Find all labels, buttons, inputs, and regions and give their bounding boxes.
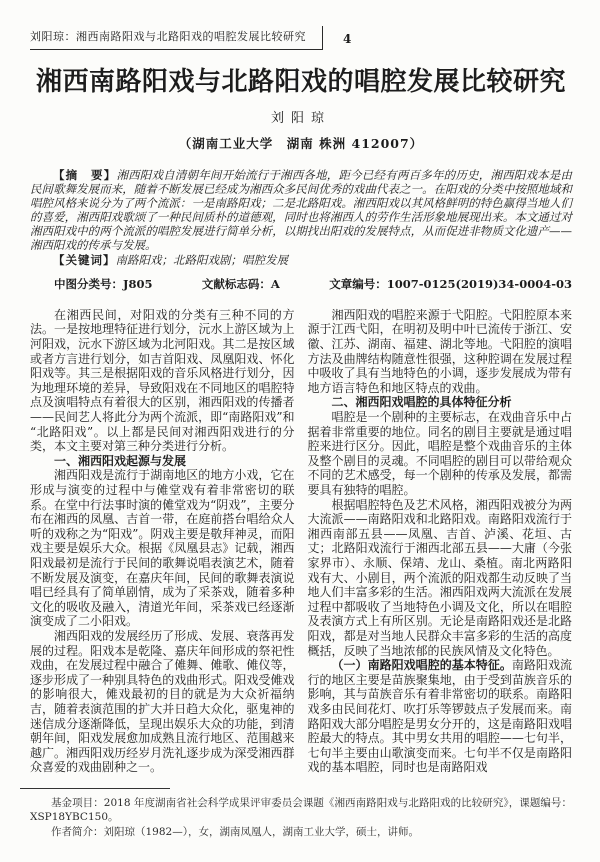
keywords-label: 【关键词】 xyxy=(53,252,116,267)
abstract-text: 湘西阳戏自清朝年间开始流行于湘西各地，距今已经有两百多年的历史，湘西阳戏本是由民间歌舞发展而来，随着不断发展已经成为湘西众多民间优秀的戏曲代表之一。在阳戏的分类中按照地域和唱腔风格来说分为了两个流派：一是南路阳戏；二是北路阳戏。湘西阳戏以其风格鲜明的特色赢得当地人们的喜爱，湘西阳戏歌颂了一种民间质朴的道德观，同时也将湘西人的劳作生活形象地展现出来。本文通过对湘西阳戏中的两个流派的唱腔发展进行简单分析，以期找出阳戏的发展特点，从而促进非物质文化遗产——湘西阳戏的传承与发展。 xyxy=(30,167,573,252)
clc-number: 中图分类号：J805 xyxy=(54,276,153,291)
fund-note: 基金项目：2018 年度湖南省社会科学成果评审委员会课题《湘西南路阳戏与北路阳戏的比较研究》，课题编号：XSP18YBC150。 xyxy=(30,796,572,824)
body-paragraph: 湘西阳戏是流行于湖南地区的地方小戏，它在形成与演变的过程中与傩堂戏有着非常密切的联系。在堂中行法事时演的傩堂戏为“阴戏”，主要分布在湘西的凤凰、吉首一带，在庭前搭台唱给众人听的戏称之为“阳戏”。阴戏主要是敬拜神灵，而阳戏主要是娱乐大众。根据《凤凰县志》记载，湘西阳戏最初是流行于民间的歌舞说唱表演艺术，随着不断发展及演变，在嘉庆年间，民间的歌舞表演说唱已经具有了简单剧情，成为了采茶戏，随着多种文化的吸收及融入，清道光年间，采茶戏已经逐渐演变成了二小阳戏。 xyxy=(30,468,295,629)
body-paragraph: 唱腔是一个剧种的主要标志，在戏曲音乐中占据着非常重要的地位。同名的剧目主要就是通过唱腔来进行区分。因此，唱腔是整个戏曲音乐的主体及整个剧目的灵魂。不同唱腔的剧目可以带给观众不同的艺术感受，每一个剧种的传承及发展，都需要具有独特的唱腔。 xyxy=(307,410,572,498)
body-paragraph: 湘西阳戏的唱腔来源于弋阳腔。弋阳腔原本来源于江西弋阳，在明初及明中叶已流传于浙江、安徽、江苏、湖南、福建、湖北等地。弋阳腔的演唱方法及曲牌结构随意性很强，这种腔调在发展过程中吸收了具有当地特色的小调，逐步发展成为带有地方语言特色和地区特点的戏曲。 xyxy=(307,307,572,395)
paragraph-text: 南路阳戏流行的地区主要是苗族聚集地，由于受到苗族音乐的影响，其与苗族音乐有着非常密切的联系。南路阳戏多由民间花灯、吹打乐等锣鼓点子发展而来。南路阳戏大部分唱腔是男女分开的，这是南路阳戏唱腔最大的特点。其中男女共用的唱腔——七句半，七句半主要由山歌演变而来。七句半不仅是南路阳戏的基本唱腔，同时也是南路阳戏 xyxy=(307,658,572,775)
body-paragraph: 湘西阳戏的发展经历了形成、发展、衰落再发展的过程。阳戏本是乾隆、嘉庆年间形成的祭祀性戏曲，在发展过程中融合了傩舞、傩歌、傩仪等，逐步形成了一种别具特色的戏曲形式。阳戏受傩戏的影响很大，傩戏最初的目的就是为大众祈福纳吉，随着表演范围的扩大并日趋大众化，驱鬼神的迷信成分逐渐降低，呈现出娱乐大众的功能，到清朝年间，阳戏发展愈加成熟且流行地区、范围越来越广。湘西阳戏历经岁月洗礼逐步成为深受湘西群众喜爱的戏曲剧种之一。 xyxy=(30,628,295,775)
right-column xyxy=(308,308,573,775)
footnote-divider xyxy=(20,788,170,789)
running-head-title: 刘阳琼：湘西南路阳戏与北路阳戏的唱腔发展比较研究 xyxy=(30,26,323,50)
body-columns xyxy=(30,308,572,775)
footnote-block xyxy=(30,796,572,840)
subsection-heading: （一）南路阳戏唱腔的基本特征。 xyxy=(331,658,512,673)
article-title: 湘西南路阳戏与北路阳戏的唱腔发展比较研究 xyxy=(35,67,566,97)
meta-row xyxy=(30,276,572,292)
author-bio-note: 作者简介：刘阳琼（1982—），女，湖南凤凰人，湖南工业大学，硕士，讲师。 xyxy=(51,825,419,838)
abstract-block xyxy=(30,168,572,267)
left-column xyxy=(30,308,295,775)
section-heading-1: 一、湘西阳戏起源与发展 xyxy=(54,453,187,468)
body-paragraph: 在湘西民间，对阳戏的分类有三种不同的方法。一是按地理特征进行划分，沅水上游区域为上河阳戏，沅水下游区域为北河阳戏。其二是按区域或者方言进行划分，如吉首阳戏、凤凰阳戏、怀化阳戏等。其三是根据阳戏的音乐风格进行划分，因为地理环境的差异，导致阳戏在不同地区的唱腔特点及演唱特点有着很大的区别，湘西阳戏的传播者——民间艺人将此分为两个流派，即“南路阳戏”和“北路阳戏”。以上都是民间对湘西阳戏进行的分类，本文主要对第三种分类进行分析。 xyxy=(30,307,295,454)
keywords-text: 南路阳戏；北路阳戏剧；唱腔发展 xyxy=(115,252,288,267)
section-heading-2: 二、湘西阳戏唱腔的具体特征分析 xyxy=(331,395,512,410)
body-paragraph: 根据唱腔特色及艺术风格，湘西阳戏被分为两大流派——南路阳戏和北路阳戏。南路阳戏流行于湘西南部五县——凤凰、吉首、泸溪、花垣、古丈；北路阳戏流行于湘西北部五县——大庸（今张家界市）、永顺、保靖、龙山、桑植。南北两路阳戏有大、小剧目，两个流派的阳戏都生动反映了当地人们丰富多彩的生活。湘西阳戏两大流派在发展过程中都吸收了当地特色小调及文化，所以在唱腔及表演方式上有所区别。无论是南路阳戏还是北路阳戏，都是对当地人民群众丰富多彩的生活的高度概括，反映了当地浓郁的民族风情及文化特色。 xyxy=(307,497,572,658)
page-number: 4 xyxy=(343,32,352,46)
running-head xyxy=(30,26,572,50)
body-paragraph xyxy=(308,658,573,775)
article-id: 文章编号：1007-0125(2019)34-0004-03 xyxy=(329,276,572,291)
keywords-line xyxy=(30,253,572,267)
abstract-paragraph xyxy=(30,168,572,252)
document-code: 文献标志码：A xyxy=(201,276,280,291)
abstract-label: 【摘 要】 xyxy=(53,167,117,182)
author-name: 刘阳琼 xyxy=(270,110,331,126)
affiliation: （湖南工业大学 湖南 株洲 412007） xyxy=(178,135,424,151)
